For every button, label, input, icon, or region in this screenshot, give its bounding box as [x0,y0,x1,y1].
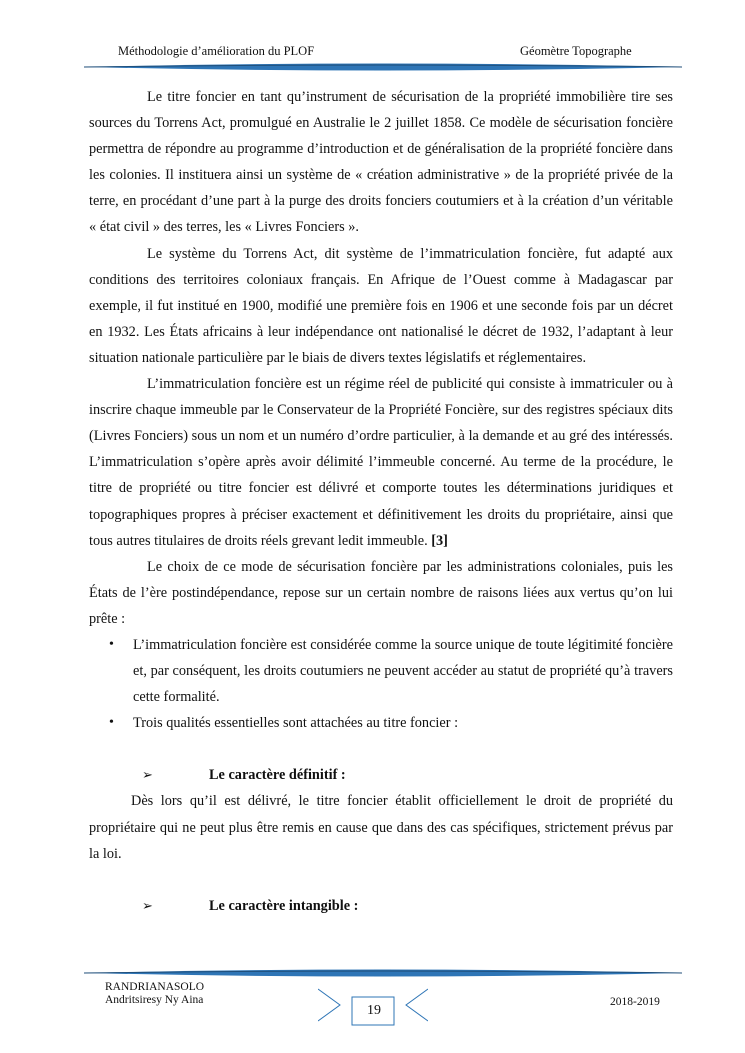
header-rule [84,60,682,74]
paragraph-torrens-act: Le titre foncier en tant qu’instrument de sécurisation de la propriété immobilière tire ses sources du Torrens Act, promulgué en Australie le 2 juillet 1858. Ce modèle de sécurisation foncière permettra de répondre au programme d’introduction et de généralisation de la propriété foncière dans les colonies. Il instituera ainsi un système de « création administrative » de la propriété privée de la terre, en procédant d’une part à la purge des droits fonciers coutumiers et à la création d’un véritable « état civil » des terres, les « Livres Fonciers ». [89,89,673,236]
section-heading-definitif [89,762,673,788]
footer-author [105,981,204,1007]
document-body [89,84,673,919]
bullet-list [89,632,673,736]
paragraph-choice-reasons: Le choix de ce mode de sécurisation foncière par les administrations coloniales, puis les États de l’ère postindépendance, repose sur un certain nombre de raisons liées aux vertus qu’on lui prête : [89,558,673,627]
footer-year: 2018-2019 [610,996,660,1008]
citation-reference: [3] [431,532,448,549]
author-given-name: Andritsiresy Ny Aina [105,994,204,1006]
list-item [89,710,673,736]
arrow-icon: ➢ [142,897,153,913]
section-title: Le caractère définitif : [209,767,346,784]
section-title: Le caractère intangible : [209,897,359,914]
header-subtitle: Géomètre Topographe [520,44,632,58]
footer-rule [84,966,682,980]
paragraph-immatriculation-system: Le système du Torrens Act, dit système de l’immatriculation foncière, fut adapté aux conditions des territoires coloniaux français. En Afrique de l’Ouest comme à Madagascar par exemple, il fut institué en 1900, modifié une première fois en 1906 et une seconde fois par un décret en 1932. Les États africains à leur indépendance ont nationalisé le décret de 1932, l’adaptant à leur situation nationale particulière par le biais de divers textes législatifs et réglementaires. [89,245,673,366]
arrow-icon: ➢ [142,767,153,783]
list-item [89,632,673,710]
list-item-text: Trois qualités essentielles sont attachées au titre foncier : [133,715,459,732]
author-surname: RANDRIANASOLO [105,981,205,993]
page-number: 19 [367,1003,381,1018]
section-heading-intangible [89,893,673,919]
list-item-text: L’immatriculation foncière est considérée comme la source unique de toute légitimité foncière et, par conséquent, les droits coutumiers ne peuvent accéder au statut de propriété qu’à travers cette formalité. [133,636,673,706]
paragraph-immatriculation-definition [89,371,673,554]
paragraph-definitif: Dès lors qu’il est délivré, le titre foncier établit officiellement le droit de propriété du propriétaire qui ne peut plus être remis en cause que dans des cas spécifiques, strictement prévus par la loi. [89,793,673,862]
bullet-icon: • [109,715,114,731]
header-title: Méthodologie d’amélioration du PLOF [118,44,315,58]
bullet-icon: • [109,636,114,652]
paragraph-text: L’immatriculation foncière est un régime réel de publicité qui consiste à immatriculer ou à inscrire chaque immeuble par le Conservateur de la Propriété Foncière, sur des registres spéciaux dits (Livres Fonciers) sous un nom et un numéro d’ordre particulier, à la demande et au gré des intéressés. L’immatriculation s’opère après avoir délimité l’immeuble concerné. Au terme de la procédure, le titre de propriété ou titre foncier est délivré et comporte toutes les déterminations juridiques et topographiques propres à préciser exactement et définitivement les droits du propriétaire, ainsi que tous autres titulaires de droits réels grevant ledit immeuble. [89,376,673,549]
